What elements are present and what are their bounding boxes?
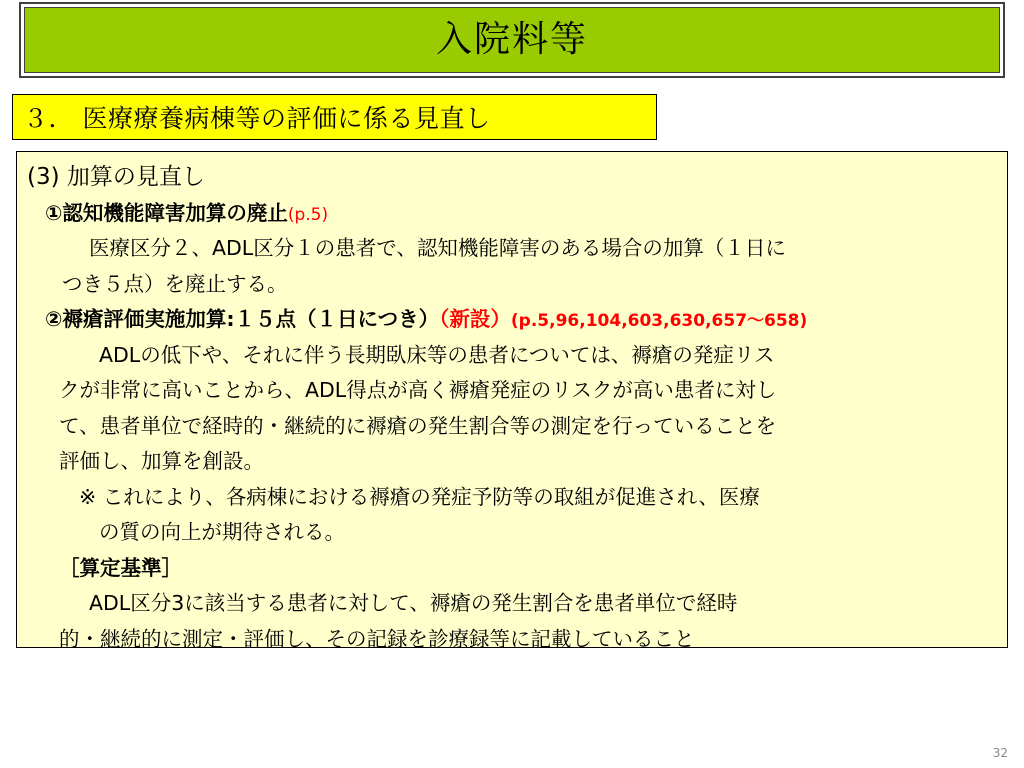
item2-points: :１５点（１日につき） — [226, 307, 440, 331]
item2-desc-line-2: クが非常に高いことから、ADL得点が高く褥瘡発症のリスクが高い患者に対し — [59, 378, 777, 402]
criteria-line-1: ADL区分3に該当する患者に対して、褥瘡の発生割合を患者単位で経時 — [89, 591, 738, 615]
page-number: 32 — [992, 746, 1008, 760]
item1-page-ref: (p.5) — [287, 204, 329, 225]
item2-note-line-2: の質の向上が期待される。 — [99, 520, 345, 544]
item2-title-line — [17, 302, 1007, 338]
item1-desc-line-2: つき５点）を廃止する。 — [62, 271, 288, 296]
item2-page-ref: (p.5,96,104,603,630,657～658) — [510, 311, 808, 331]
item1-label: ①認知機能障害加算の廃止 — [45, 200, 288, 225]
page-title: 入院料等 — [435, 19, 588, 60]
title-inner — [24, 7, 1000, 73]
content-heading: (3) 加算の見直し — [27, 164, 205, 190]
criteria-line-2: 的・継続的に測定・評価し、その記録を診療録等に記載していること — [59, 626, 695, 651]
item2-desc-line-3: て、患者単位で経時的・継続的に褥瘡の発生割合等の測定を行っていることを — [59, 413, 777, 438]
item2-note-line-1: ※ これにより、各病棟における褥瘡の発症予防等の取組が促進され、医療 — [79, 484, 760, 509]
item1-title-line — [17, 196, 1007, 232]
item2-desc-line-4: 評価し、加算を創設。 — [59, 449, 264, 473]
item2-label: ②褥瘡評価実施加算 — [45, 307, 227, 331]
criteria-label: ［算定基準］ — [59, 555, 182, 580]
title-bar — [19, 2, 1005, 78]
section-heading: ３． 医療療養病棟等の評価に係る見直し — [12, 94, 657, 140]
item2-new-tag: （新設） — [439, 307, 511, 331]
item2-desc-line-1: ADLの低下や、それに伴う長期臥床等の患者については、褥瘡の発症リス — [99, 342, 775, 367]
content-box — [16, 151, 1008, 651]
item1-desc-line-1: 医療区分２、ADL区分１の患者で、認知機能障害のある場合の加算（１日に — [89, 236, 786, 260]
